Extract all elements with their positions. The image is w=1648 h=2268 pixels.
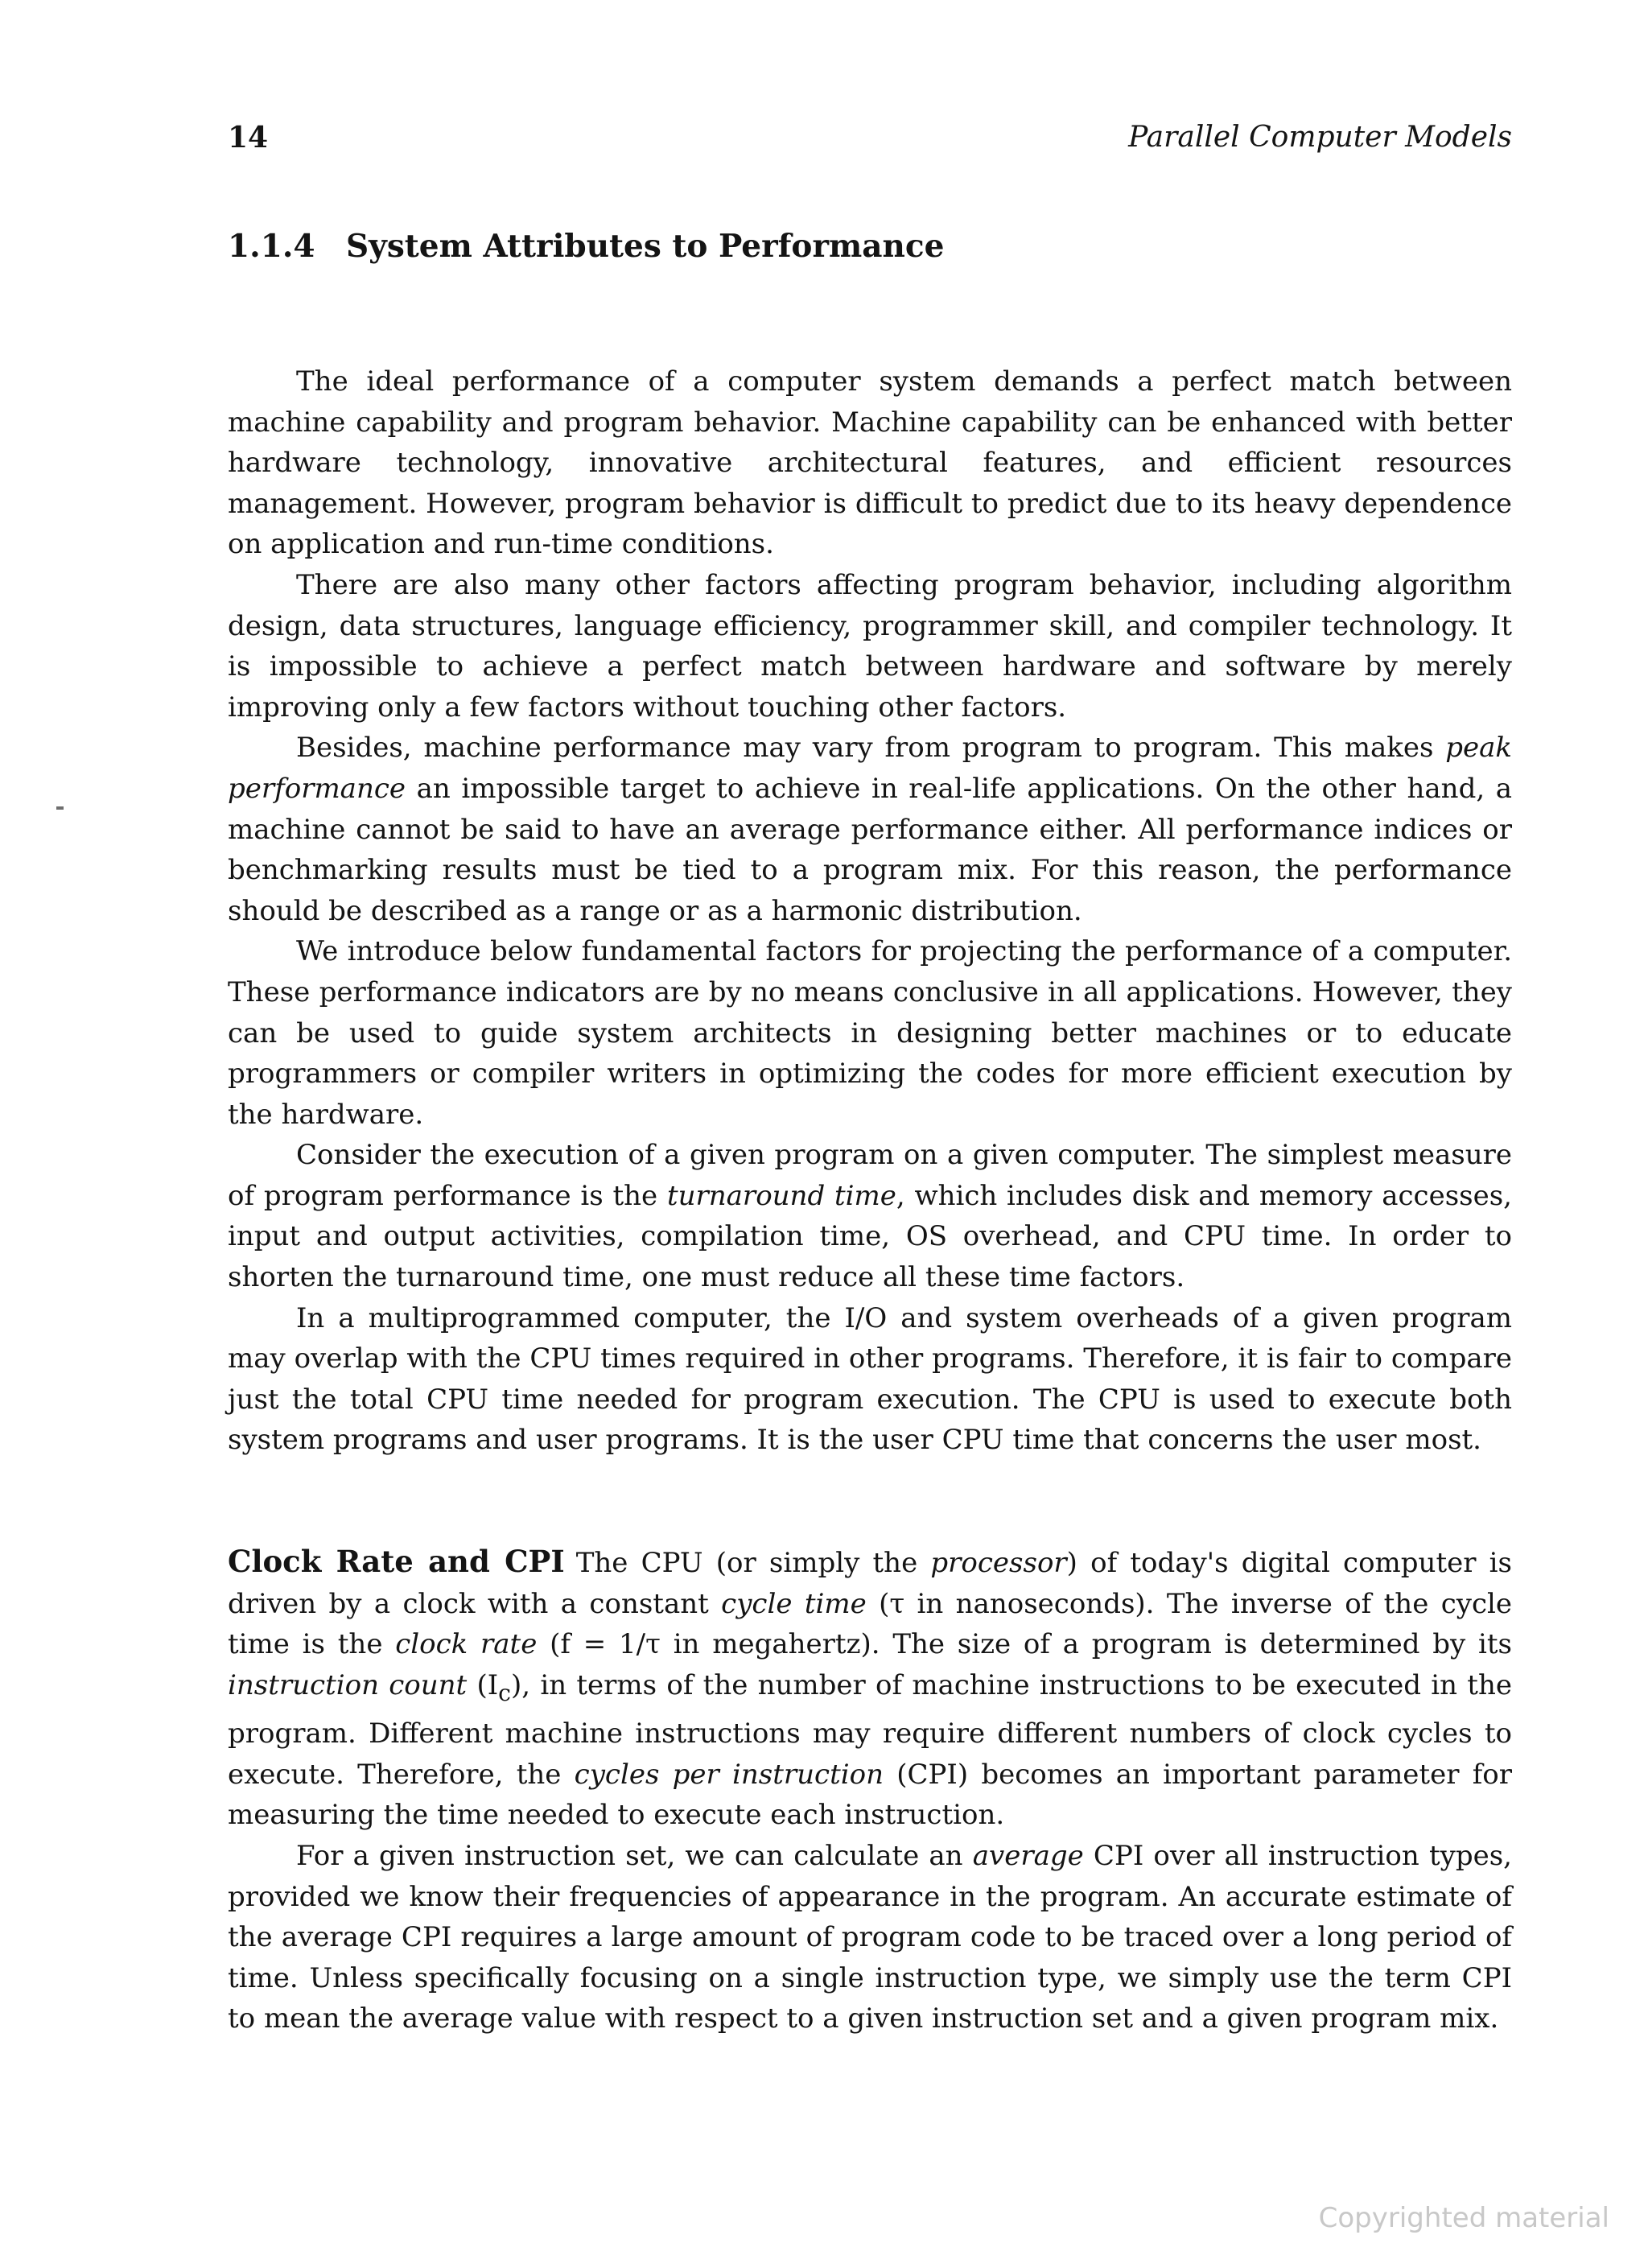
term-peak-performance: peak performance: [228, 732, 1512, 805]
paragraph-text: Besides, machine performance may vary from program to program. This makes: [296, 732, 1446, 765]
subsection-body: [228, 1541, 1512, 2039]
subsection-heading: Clock Rate and CPI: [228, 1544, 565, 1579]
running-title: Parallel Computer Models: [1128, 121, 1512, 154]
paragraph-text: CPI over all instruction types, provided we know their frequencies of appearance in the program. An accurate estimate of the average CPI requires a large amount of program code to be traced over a long period of time. Unless specifically focusing on a single instruction type, we simply use the term CPI to mean the average value with respect to a given instruction set and a given program mix.: [228, 1839, 1512, 2035]
term-instruction-count: instruction count: [228, 1668, 468, 1701]
paragraph-multiprogrammed: [228, 1298, 1512, 1461]
margin-mark: [56, 806, 64, 810]
paragraph-text: There are also many other factors affecting program behavior, including algorithm design, data structures, language efficiency, programmer skill, and compiler technology. It is impossible to achieve a perfect match between hardware and software by merely improving only a few factors without touching other factors.: [228, 568, 1512, 724]
paragraph-clock-rate: [228, 1541, 1512, 1836]
term-cycles-per-instruction: cycles per instruction: [574, 1758, 884, 1791]
section-heading: [228, 228, 1512, 265]
page-number: 14: [228, 121, 269, 155]
paragraph-text: For a given instruction set, we can calculate an: [296, 1839, 973, 1872]
paragraph-text: an impossible target to achieve in real-life applications. On the other hand, a machine cannot be said to have an average performance either. All performance indices or benchmarking results must be tied to a program mix. For this reason, the performance should be described as a range or as a harmonic distribution.: [228, 772, 1512, 927]
paragraph-text: The ideal performance of a computer system demands a perfect match between machine capability and program behavior. Machine capability can be enhanced with better hardware technology, innovative architectural features, and efficient resources management. However, program behavior is difficult to predict due to its heavy dependence on application and run-time conditions.: [228, 365, 1512, 561]
paragraph-average-cpi: [228, 1836, 1512, 2039]
term-processor: processor: [930, 1547, 1067, 1579]
paragraph-text: Consider the execution of a given program on a given computer. The simplest measure of program performance is the: [228, 1139, 1512, 1212]
paragraph-text: In a multiprogrammed computer, the I/O and system overheads of a given program may overlap with the CPU times required in other programs. Therefore, it is fair to compare just the total CPU time needed for program execution. The CPU is used to execute both system programs and user programs. It is the user CPU time that concerns the user most.: [228, 1301, 1512, 1457]
paragraph-fundamental-factors: [228, 931, 1512, 1135]
term-average: average: [972, 1839, 1084, 1872]
paragraph-text: (CPI) becomes an important parameter for measuring the time needed to execute each instruction.: [228, 1758, 1513, 1832]
paragraph-text: (τ in nanoseconds). The inverse of the cycle time is the: [228, 1587, 1512, 1661]
term-turnaround-time: turnaround time: [666, 1179, 896, 1212]
paragraph-text: (I: [467, 1668, 499, 1701]
paragraph-turnaround-time: [228, 1135, 1512, 1297]
term-cycle-time: cycle time: [721, 1587, 867, 1620]
paragraph-text: We introduce below fundamental factors for projecting the performance of a computer. These performance indicators are by no means conclusive in all applications. However, they can be used to guide system architects in designing better machines or to educate programmers or compiler writers in optimizing the codes for more efficient execution by the hardware.: [228, 935, 1512, 1131]
paragraph-other-factors: [228, 565, 1512, 728]
subscript-c: c: [498, 1679, 512, 1706]
paragraph-text: ), in terms of the number of machine instructions to be executed in the program. Different machine instructions may require different numbers of clock cycles to execute. Therefore, the: [228, 1668, 1512, 1791]
copyright-watermark: Copyrighted material: [1318, 2202, 1609, 2234]
paragraph-text: The CPU (or simply the: [575, 1547, 931, 1579]
section-title: System Attributes to Performance: [346, 228, 945, 265]
paragraph-peak-performance: [228, 728, 1512, 931]
term-clock-rate: clock rate: [395, 1628, 538, 1661]
section-body: [228, 361, 1512, 1461]
running-head: [228, 121, 1512, 169]
paragraph-text: , which includes disk and memory accesses, input and output activities, compilation time, OS overhead, and CPU time. In order to shorten the turnaround time, one must reduce all these time factors.: [228, 1179, 1512, 1294]
paragraph-text: (f = 1/τ in megahertz). The size of a program is determined by its: [537, 1628, 1513, 1661]
paragraph-ideal-performance: [228, 361, 1512, 565]
section-number: 1.1.4: [228, 228, 315, 265]
paragraph-text: ) of today's digital computer is driven by a clock with a constant: [228, 1547, 1512, 1620]
